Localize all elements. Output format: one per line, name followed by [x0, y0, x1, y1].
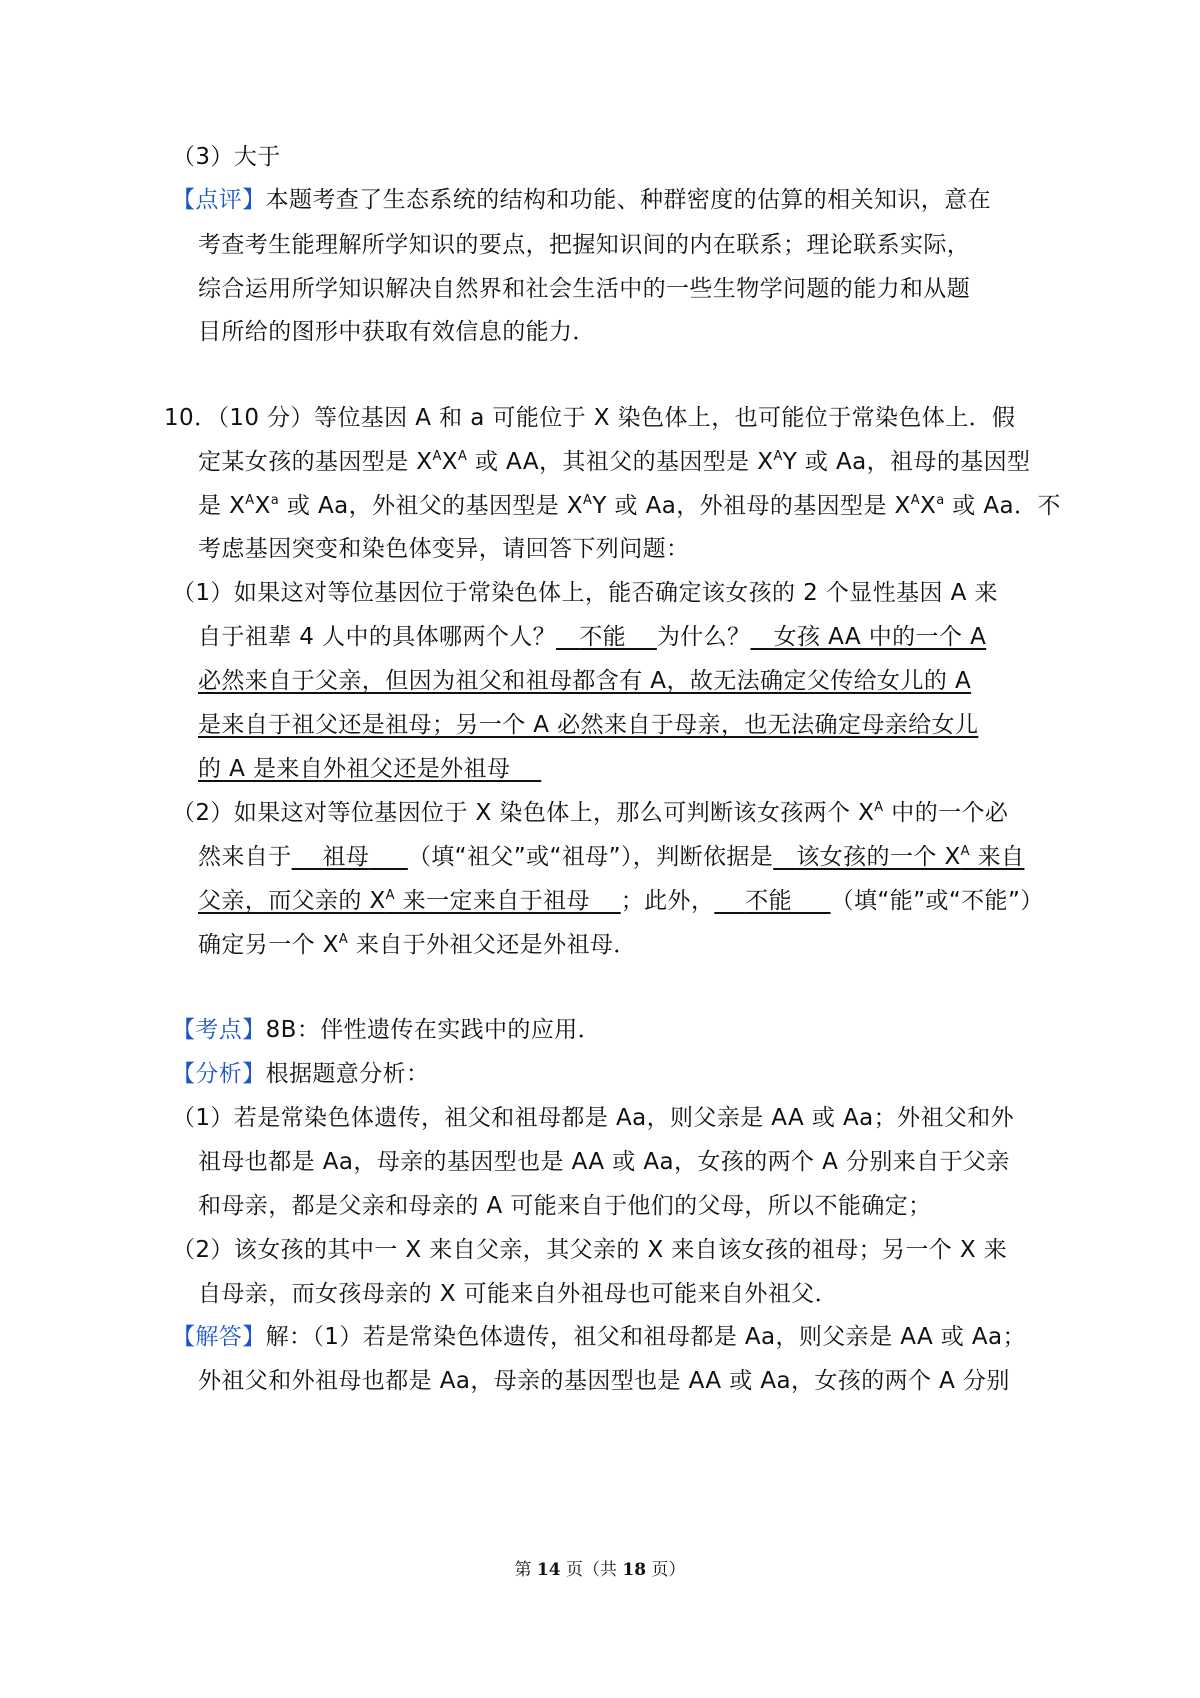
sub2-line-2: 然来自于 祖母 （填“祖父”或“祖母”），判断依据是 该女孩的一个 $X^A$ 来自 — [198, 844, 1025, 870]
sub1-answer-2-line-4: 的 A 是来自外祖父还是外祖母 — [198, 756, 511, 782]
q10-line-4: 考虑基因突变和染色体变异，请回答下列问题： — [198, 536, 690, 562]
comment-line-2: 考查考生能理解所学知识的要点，把握知识间的内在联系；理论联系实际， — [198, 232, 971, 258]
sub2-line-4: 确定另一个 $X^A$ 来自于外祖父还是外祖母． — [198, 932, 637, 958]
jieda-line-1: 【解答】解：（1）若是常染色体遗传，祖父和祖母都是 Aa，则父亲是 AA 或 Aa； — [172, 1324, 1026, 1350]
part3-label: （3） — [172, 144, 234, 170]
fenxi-p2-line-2: 自母亲，而女孩母亲的 X 可能来自外祖母也可能来自外祖父． — [198, 1281, 838, 1307]
sub2-line-3: 父亲，而父亲的 $X^A$ 来一定来自于祖母 ；此外， 不能 （填“能”或“不能”） — [198, 888, 1044, 914]
sub2-answer-1: 祖母 — [322, 844, 370, 870]
comment-line-4: 目所给的图形中获取有效信息的能力． — [198, 319, 596, 345]
kaodian-line: 【考点】8B：伴性遗传在实践中的应用． — [172, 1017, 602, 1043]
part3-answer: 大于 — [233, 144, 281, 170]
q10-number: 10． — [164, 405, 218, 431]
fenxi-p1-line-3: 和母亲，都是父亲和母亲的 A 可能来自于他们的父母，所以不能确定； — [198, 1193, 932, 1219]
sub1-line-2: 自于祖辈 4 人中的具体哪两个人？ 不能 为什么？ 女孩 AA 中的一个 A — [198, 624, 987, 650]
fenxi-p2-line-1: （2）该女孩的其中一 X 来自父亲，其父亲的 X 来自该女孩的祖母；另一个 X 来 — [172, 1237, 1008, 1263]
fenxi-p1-line-2: 祖母也都是 Aa，母亲的基因型也是 AA 或 Aa，女孩的两个 A 分别来自于父亲 — [198, 1149, 1010, 1175]
comment-tag: 【点评】 — [172, 187, 266, 213]
sub1-label: （1） — [172, 580, 234, 606]
page-total: 18 — [622, 1560, 647, 1580]
sub2-answer-2-line-2: 父亲，而父亲的 $X^A$ 来一定来自于祖母 — [198, 888, 590, 914]
kaodian-tag: 【考点】 — [172, 1017, 266, 1043]
fenxi-p1-line-1: （1）若是常染色体遗传，祖父和祖母都是 Aa，则父亲是 AA 或 Aa；外祖父和外 — [172, 1105, 1015, 1131]
fenxi-line: 【分析】根据题意分析： — [172, 1061, 430, 1087]
sub2-answer-3: 不能 — [745, 888, 793, 914]
sub1-answer-2-line-2: 必然来自于父亲，但因为祖父和祖母都含有 A，故无法确定父传给女儿的 A — [198, 668, 972, 694]
jieda-tag: 【解答】 — [172, 1324, 266, 1350]
comment-line-1: 【点评】本题考查了生态系统的结构和功能、种群密度的估算的相关知识，意在 — [172, 187, 992, 213]
fenxi-tag: 【分析】 — [172, 1061, 266, 1087]
sub1-answer-1: 不能 — [579, 624, 627, 650]
q10-score: （10 分） — [217, 405, 314, 431]
jieda-line-2: 外祖父和外祖母也都是 Aa，母亲的基因型也是 AA 或 Aa，女孩的两个 A 分别 — [198, 1368, 1010, 1394]
sub2-answer-2-line-1: 该女孩的一个 $X^A$ 来自 — [796, 844, 1025, 870]
q10-line-2: 定某女孩的基因型是 $X^AX^A$ 或 AA，其祖父的基因型是 $X^AY$ 或 Aa，祖母的基因型 — [198, 449, 1031, 475]
sub1-line-1: （1）如果这对等位基因位于常染色体上，能否确定该女孩的 2 个显性基因 A 来 — [172, 580, 998, 606]
q10-line-1: 10．（10 分）等位基因 A 和 a 可能位于 X 染色体上，也可能位于常染色体上．假 — [164, 405, 1016, 431]
sub2-label: （2） — [172, 800, 234, 826]
comment-line-3: 综合运用所学知识解决自然界和社会生活中的一些生物学问题的能力和从题 — [198, 276, 971, 302]
part3-line — [172, 140, 281, 174]
page-footer: 第 14 页（共 18 页） — [514, 1560, 686, 1580]
sub1-answer-2-line-1: 女孩 AA 中的一个 A — [773, 624, 987, 650]
sub1-answer-2-line-3: 是来自于祖父还是祖母；另一个 A 必然来自于母亲，也无法确定母亲给女儿 — [198, 712, 979, 738]
q10-line-3: 是 $X^AX^a$ 或 Aa，外祖父的基因型是 $X^AY$ 或 Aa，外祖母的基因型是 $X^AX^a$ 或 Aa．不 — [198, 493, 1061, 519]
sub2-line-1: （2）如果这对等位基因位于 X 染色体上，那么可判断该女孩两个 $X^A$ 中的一个必 — [172, 800, 1009, 826]
page-number: 14 — [536, 1560, 561, 1580]
